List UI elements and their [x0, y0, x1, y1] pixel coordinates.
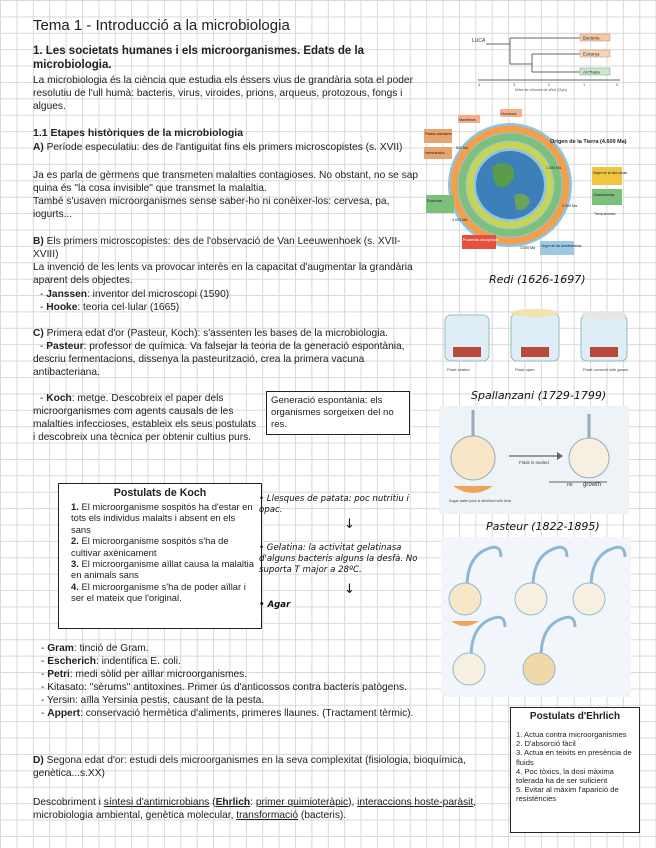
clock-label-cyano-origin: Origen de las cianobacterias	[541, 244, 582, 248]
clock-label-mammals: Mamíferos	[459, 118, 476, 122]
discoveries-prefix: Descobriment i	[33, 797, 104, 808]
redi-jar-1-label: Flask sealed	[447, 367, 470, 372]
koch-postulates-list	[65, 501, 255, 604]
clock-label-plants: Plantas vasculares	[425, 132, 452, 136]
transformation-link: transformació	[236, 810, 299, 821]
handwritten-note-potato: • Llesques de patata: poc nutritiu i opac.	[259, 494, 409, 515]
koch-postulate-4	[65, 581, 255, 604]
scientist-item: - Appert: conservació hermètica d'aliments, primeres llaunes. (Tractament tèrmic).	[41, 708, 414, 719]
koch-postulate-text: El microorganisme sospitós ha d'estar en tots els individus malalts i absent en els sans	[71, 501, 253, 535]
scientist-item: - Kitasato: "sèrums" antitoxines. Primer ús d'anticossos contra bacteris patògens.	[41, 682, 407, 693]
period-c-label: C)	[33, 328, 44, 339]
handwritten-note-agar: • Agar	[259, 600, 291, 610]
clock-ma-500: 500 Ma	[456, 146, 468, 150]
spallanzani-label-growth: growth	[583, 482, 602, 488]
scientist-text: : medi sòlid per aïllar microorganismes.	[69, 669, 248, 680]
clock-label-eukaryotes: Eucariotas	[427, 199, 443, 203]
ehrlich-postulate-3: 3. Actua en teixits en presència de fluids	[516, 748, 632, 767]
hooke-text: : teoria cel·lular (1665)	[77, 302, 180, 313]
period-a-paragraph-2: També s'usaven microorganismes sense saber-ho ni conèixer-los: cervesa, pa, iogurts...	[33, 196, 390, 220]
redi-jar-2-label: Flask open	[515, 367, 535, 372]
period-a-title-text: Període especulatiu: des de l'antiguitat fins els primers microscopistes (s. XVII)	[46, 142, 403, 153]
clock-cyano-box	[592, 189, 622, 205]
scientist-text: : tinció de Gram.	[73, 643, 149, 654]
ehrlich-postulate-4: 4. Poc tòxics, la dosi màxima tolerada ha de ser suficient	[516, 766, 614, 786]
clock-life-origin-box	[592, 167, 622, 185]
koch-item: - Koch: metge. Descobreix el paper dels microorganismes com agents causals de les malalties infeccioses, estableix els seus postulats i descobreix una tècnica per obtenir cultius purs.	[33, 393, 257, 443]
koch-postulate-1	[65, 501, 255, 535]
spallanzani-label-sealed: Flask is sealed	[519, 460, 549, 465]
geological-clock-figure	[422, 103, 640, 261]
discoveries-paragraph	[33, 796, 493, 822]
redi-jar-1	[445, 315, 489, 361]
tree-axis-label: Miles de millones de años (Gyrs)	[515, 88, 568, 92]
koch-name: Koch	[46, 393, 72, 404]
ehrlich-postulates-title: Postulats d'Ehrlich	[529, 711, 621, 722]
period-b-title	[33, 235, 425, 261]
ehrlich-postulate-1: 1. Actua contra microorganismes	[516, 730, 627, 739]
clock-ma-1000: 1.000 Ma	[546, 166, 561, 170]
period-c-title-text: Primera edat d'or (Pasteur, Koch): s'assenten les bases de la microbiologia.	[46, 328, 388, 339]
hooke-name: Hooke	[46, 302, 78, 313]
koch-postulate-text: El microorganisme sospitós s'ha de cultivar axènicament	[71, 535, 229, 558]
period-b-paragraph: La invenció de les lents va provocar interès en la capacitat d'augmentar la grandària aparent dels objectes.	[33, 262, 413, 286]
clock-label-humans: Humanos	[501, 112, 517, 116]
ehrlich-postulate-5: 5. Evitar al màxim l'aparició de resistències	[516, 785, 619, 804]
tree-axis-1: 1	[583, 82, 586, 87]
handwritten-arrow-2: ↓	[344, 582, 355, 597]
pasteur-caption: Pasteur (1822-1895)	[486, 520, 600, 533]
host-parasite-link: interaccions hoste-paràsit	[357, 797, 474, 808]
tree-root-label: LUCA	[472, 38, 486, 44]
scientist-name: Gram	[47, 643, 74, 654]
spallanzani-experiment-figure	[439, 406, 629, 514]
handwritten-note-gelatin: • Gelatina: la activitat gelatinasa d'alguns bacteris alguns la desfà. No suporta T major a 28ºC.	[259, 543, 418, 575]
scientist-text: : aïlla Yersinia pestis, causant de la pesta.	[75, 695, 265, 706]
spallanzani-caption: Spallanzani (1729-1799)	[471, 389, 607, 402]
koch-postulate-number: 3.	[71, 558, 79, 570]
discoveries-open: (	[209, 797, 216, 808]
scientist-text: : conservació hermètica d'aliments, primeres llaunes. (Tractament tèrmic).	[80, 708, 414, 719]
janssen-name: Janssen	[46, 289, 88, 300]
clock-label-life-origin: Origen de la vida celular	[593, 171, 628, 175]
koch-postulate-3	[65, 558, 255, 581]
koch-postulate-number: 2.	[71, 535, 79, 547]
janssen-item: - Janssen: inventor del microscopi (1590)	[40, 289, 230, 300]
scientist-item: - Yersin: aïlla Yersinia pestis, causant de la pesta.	[41, 695, 265, 706]
ehrlich-postulates-list	[516, 730, 634, 804]
pasteur-flask-5	[523, 653, 555, 685]
redi-jar-3-label: Flask covered with gauze	[583, 367, 629, 372]
pasteur-flask-4	[453, 653, 485, 685]
clock-title-earth-origin: Origen de la Tierra (4.600 Ma)	[550, 139, 627, 145]
clock-ma-3000: 3.000 Ma	[520, 246, 535, 250]
clock-ma-4000: 4.000 Ma	[452, 218, 467, 222]
scientists-list	[33, 642, 503, 720]
earth-globe	[476, 151, 544, 219]
scientist-text: : indentifica E. coli.	[95, 656, 181, 667]
spontaneous-generation-box: Generació espontània: els organismes sorgeixen del no res.	[266, 391, 410, 435]
scientist-name: Petri	[47, 669, 70, 680]
ehrlich-postulate-2: 2. D'absorció fàcil	[516, 739, 576, 749]
antimicrobials-link: síntesi d'antimicrobians	[103, 797, 210, 808]
ehrlich-name: Ehrlich	[215, 797, 251, 808]
discoveries-end: (bacteris).	[298, 810, 347, 821]
koch-postulate-text: El microorganisme s'ha de poder aïllar i ser el mateix que l'original.	[71, 580, 246, 604]
clock-label-anoxic-earth: Tierra anóxica	[594, 212, 616, 216]
section-1-1-heading: 1.1 Etapes històriques de la microbiologia	[33, 127, 244, 139]
pasteur-flask-1	[449, 583, 481, 615]
spallanzani-label-sugar: Sugar water juice is sterilized with heat	[449, 499, 511, 503]
period-b-label: B)	[33, 236, 44, 247]
redi-experiment-figure	[437, 295, 637, 381]
scientist-item: - Gram: tinció de Gram.	[41, 643, 149, 654]
page-title: Tema 1 - Introducció a la microbiologia	[33, 17, 290, 34]
koch-postulate-number: 4.	[71, 580, 79, 592]
spallanzani-flask-1	[451, 436, 495, 480]
tree-axis-0: 0	[616, 82, 619, 87]
scientist-name: Yersin	[47, 695, 75, 706]
pasteur-item: - Pasteur: professor de química. Va falsejar la teoria de la generació espontània, descriu fermentacions, dissenya la pasteurització, crea la primera vacuna antibacteriana.	[33, 341, 405, 378]
ehrlich-postulates-box	[510, 707, 640, 833]
section-1-heading: 1. Les societats humanes i els microorganismes. Edats de la microbiologia.	[33, 45, 365, 71]
discoveries-colon: :	[250, 797, 256, 808]
scientist-item: - Petri: medi sòlid per aïllar microorganismes.	[41, 669, 248, 680]
tree-branch-archaea: Archaea	[583, 69, 600, 75]
tree-axis-3: 3	[513, 82, 516, 87]
spallanzani-flask-2	[569, 438, 609, 478]
tree-axis-4: 4	[478, 82, 481, 87]
tree-axis-2: 2	[548, 82, 551, 87]
koch-postulates-title: Postulats de Koch	[113, 487, 207, 499]
pasteur-experiment-figure	[441, 537, 631, 697]
phylogenetic-tree-figure	[470, 30, 630, 92]
period-d-text: Segona edat d'or: estudi dels microorganismes en la seva complexitat (fisiologia, bioquímica, genètica...s.XX)	[33, 755, 466, 779]
scientist-text: : "sèrums" antitoxines. Primer ús d'anticossos contra bacteris patògens.	[84, 682, 407, 693]
period-a-label: A)	[33, 142, 44, 153]
koch-postulate-2	[65, 535, 255, 558]
koch-postulates-box	[58, 483, 262, 629]
pasteur-name: Pasteur	[46, 341, 84, 352]
tree-branch-eukarya: Eukarya	[583, 51, 600, 57]
period-a-title	[33, 141, 425, 154]
clock-eukaryotes-box	[426, 195, 454, 213]
koch-text: : metge. Descobreix el paper dels microorganismes com agents causals de les malalties infeccioses, estableix els seus postulats i descobreix una tècnica per obtenir cultius purs.	[33, 393, 257, 443]
koch-postulate-number: 1.	[71, 501, 79, 512]
clock-ma-2000: 2.000 Ma	[562, 204, 577, 208]
scientist-name: Appert	[47, 708, 81, 719]
discoveries-middle: , microbiologia ambiental, genètica molecular,	[33, 797, 477, 821]
spallanzani-label-no: no	[567, 482, 573, 488]
koch-postulate-text: El microorganisme aïllat causa la malaltia en animals sans	[71, 558, 254, 581]
pasteur-flask-2	[515, 583, 547, 615]
period-a-paragraph-1: Ja es parla de gèrmens que transmeten malalties contagioses. No obstant, no se sap quina és "la cosa invisible" que transmet la malaltia.	[33, 170, 419, 194]
pasteur-text: : professor de química. Va falsejar la teoria de la generació espontània, descriu fermentacions, dissenya la pasteurització, crea la primera vacuna antibacteriana.	[33, 341, 405, 378]
clock-label-anoxygenic: Procariotas anoxigénicas	[463, 238, 499, 242]
scientist-name: Kitasato	[47, 682, 85, 693]
clock-label-invertebrates: Invertebrados	[425, 151, 445, 155]
handwritten-arrow-1: ↓	[344, 517, 355, 532]
chemotherapy-link: primer quimioteràpic	[255, 797, 349, 808]
hooke-item: - Hooke: teoria cel·lular (1665)	[40, 302, 180, 313]
scientist-name: Escherich	[47, 656, 96, 667]
janssen-text: : inventor del microscopi (1590)	[87, 289, 230, 300]
period-d	[33, 754, 511, 780]
redi-jar-3	[581, 311, 627, 361]
section-1-body: La microbiologia és la ciència que estudia els éssers vius de grandària sota el poder resolutiu de l'ull humà: bacteris, virus, viroides, prions, arqueus, protozous, fongs i algues.	[33, 75, 413, 112]
period-b-title-text: Els primers microscopistes: des de l'observació de Van Leeuwenhoek (s. XVII-XVIII)	[33, 236, 401, 260]
redi-caption: Redi (1626-1697)	[489, 273, 586, 286]
pasteur-flask-3	[573, 583, 605, 615]
redi-jar-2	[511, 309, 559, 361]
tree-branch-bacteria: Bacteria	[583, 35, 600, 41]
scientist-item: - Escherich: indentifica E. coli.	[41, 656, 181, 667]
discoveries-close: ),	[348, 797, 358, 808]
period-d-label: D)	[33, 755, 44, 766]
period-c-title	[33, 327, 428, 340]
clock-label-cyanobacteria: Cianobacterias	[593, 193, 615, 197]
